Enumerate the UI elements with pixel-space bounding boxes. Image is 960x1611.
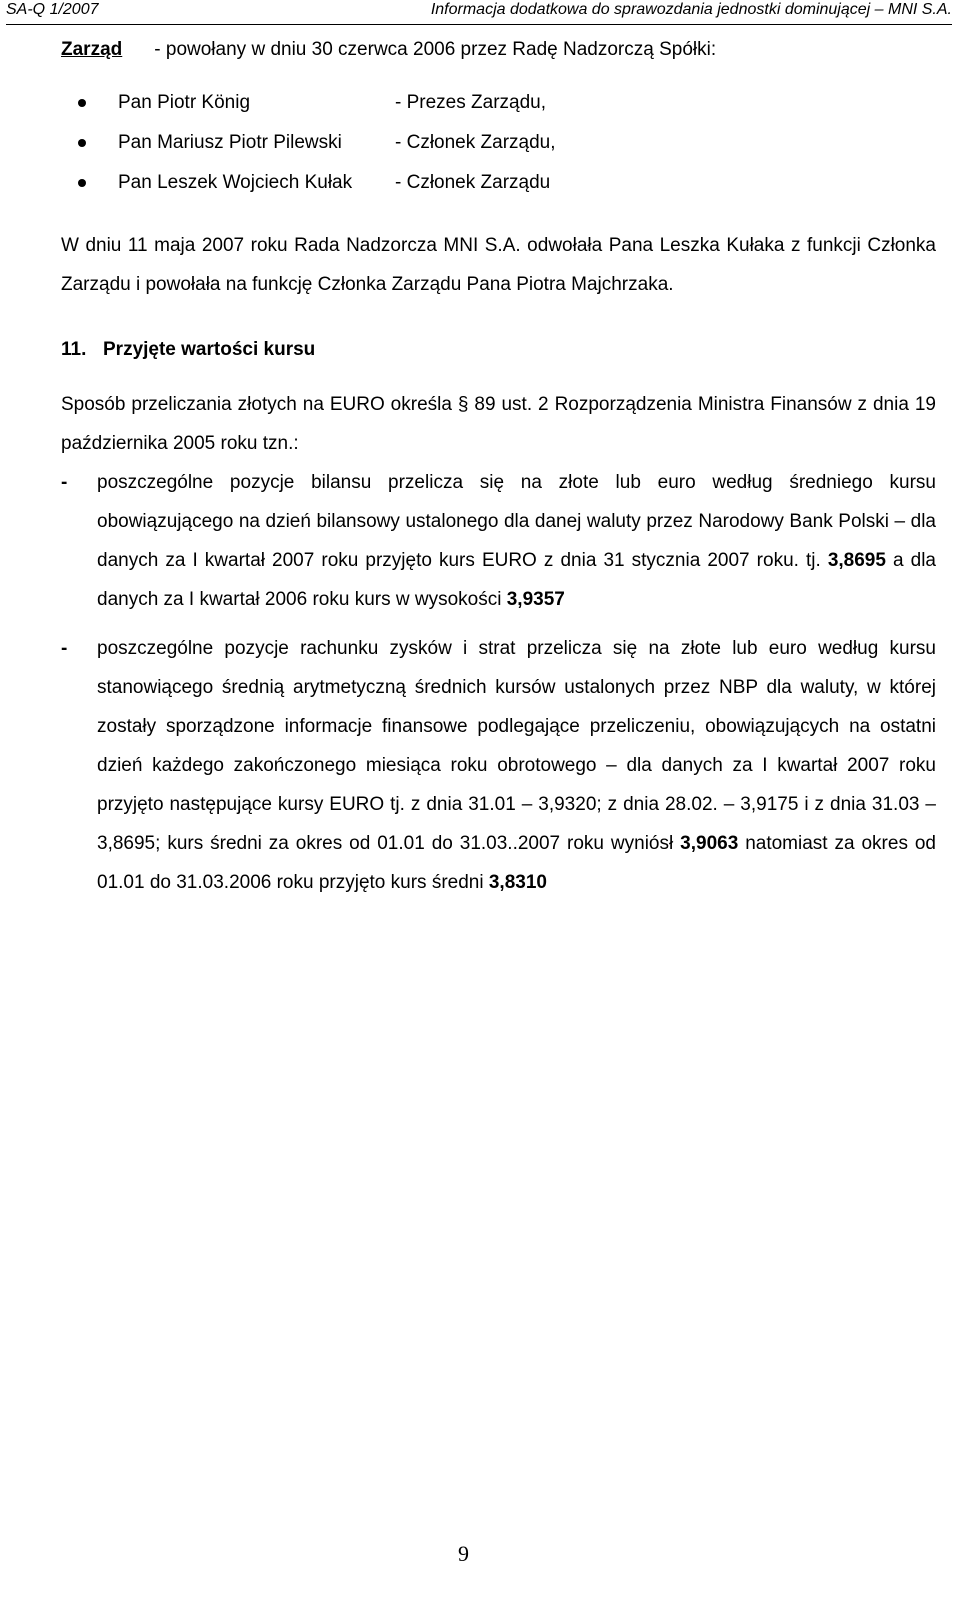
header-report-title: Informacja dodatkowa do sprawozdania jednostki dominującej – MNI S.A. (430, 1, 952, 18)
list-item-text (97, 629, 936, 902)
bullet-icon (78, 139, 86, 147)
page-number: 9 (458, 1541, 469, 1566)
section-number: 11. (61, 339, 87, 360)
section-title: Przyjęte wartości kursu (103, 339, 316, 360)
member-role: - Prezes Zarządu, (395, 92, 546, 113)
list-item (0, 91, 960, 119)
list-item (0, 131, 960, 159)
member-name: Pan Leszek Wojciech Kułak (118, 172, 353, 193)
bullet-icon (78, 179, 86, 187)
section-intro: Sposób przeliczania złotych na EURO określa § 89 ust. 2 Rozporządzenia Ministra Finansów z dnia 19 października 2005 roku tzn.: (61, 394, 936, 454)
member-name: Pan Piotr König (118, 92, 251, 113)
member-role: - Członek Zarządu (395, 172, 551, 193)
list-item (61, 463, 936, 619)
item-text-part: a dla danych za I kwartał 2006 roku kurs w wysokości (97, 550, 937, 610)
dash-marker: - (61, 472, 68, 493)
item-text-part: natomiast za okres od 01.01 do 31.03.2006 roku przyjęto kurs średni (97, 833, 937, 893)
header-report-id: SA-Q 1/2007 (6, 1, 99, 18)
item-text-part: poszczególne pozycje rachunku zysków i strat przelicza się na złote lub euro według kursu stanowiącego średnią arytmetyczną średnich kursów ustalonych przez NBP dla waluty, w której zostały sporządzone informacje finansowe podlegające przeliczeniu, obowiązujących na ostatni dzień każdego zakończonego miesiąca roku obrotowego – dla danych za I kwartał 2007 roku przyjęto następujące kursy EURO tj. z dnia 31.01 – 3,9320; z dnia 28.02. – 3,9175 i z dnia 31.03 – 3,8695; kurs średni za okres od 01.01 do 31.03..2007 roku wyniósł (97, 638, 936, 854)
list-item (61, 629, 936, 902)
rate-value: 3,9357 (506, 589, 565, 610)
board-intro: - powołany w dniu 30 czerwca 2006 przez Radę Nadzorczą Spółki: (149, 39, 717, 60)
board-label: Zarząd (61, 39, 123, 60)
rate-value: 3,8310 (488, 872, 547, 893)
section-heading (61, 338, 315, 362)
dash-marker: - (61, 638, 68, 659)
list-item (0, 171, 960, 199)
member-name: Pan Mariusz Piotr Pilewski (118, 132, 342, 153)
member-role: - Członek Zarządu, (395, 132, 556, 153)
board-heading (61, 38, 716, 62)
rate-value: 3,8695 (827, 550, 886, 571)
page-header (6, 0, 952, 25)
bullet-icon (78, 99, 86, 107)
rate-value: 3,9063 (680, 833, 739, 854)
board-change-note: W dniu 11 maja 2007 roku Rada Nadzorcza MNI S.A. odwołała Pana Leszka Kułaka z funkcji Członka Zarządu i powołała na funkcję Członka Zarządu Pana Piotra Majchrzaka. (61, 235, 936, 295)
item-text-part: poszczególne pozycje bilansu przelicza się na złote lub euro według średniego kursu obowiązującego na dzień bilansowy ustalonego dla danej waluty przez Narodowy Bank Polski – dla danych za I kwartał 2007 roku przyjęto kurs EURO z dnia 31 stycznia 2007 roku. tj. (97, 472, 936, 571)
list-item-text (97, 463, 936, 619)
